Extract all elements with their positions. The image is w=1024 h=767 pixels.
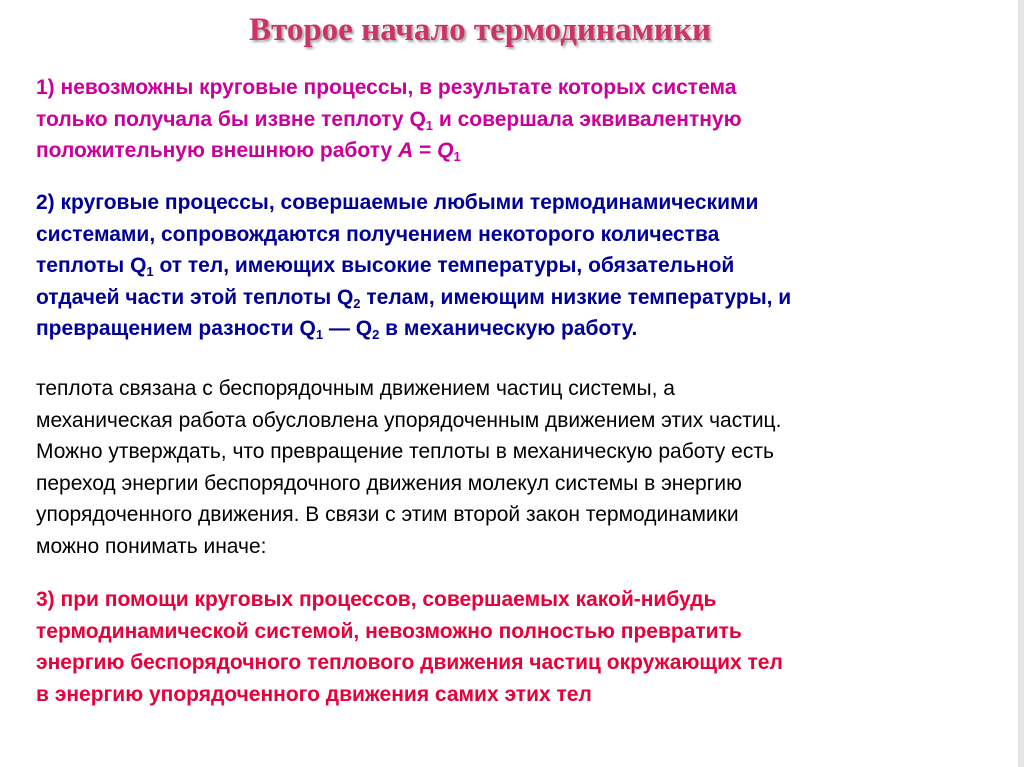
statement-2-line-2: системами, сопровождаются получением некоторого количества [36, 222, 720, 246]
explanation-paragraph [36, 373, 996, 562]
subscript: 1 [315, 327, 324, 342]
text-fragment: телам, имеющим низкие температуры, и [360, 285, 792, 309]
text-fragment: положительную внешнюю работу [36, 139, 399, 162]
statement-3-line-1: 3) при помощи круговых процессов, совершаемых какой-нибудь [36, 588, 717, 611]
subscript: 2 [372, 327, 380, 342]
text-fragment: только получала бы извне теплоту Q [36, 107, 426, 131]
subscript: 2 [353, 295, 361, 311]
explanation-line-2: механическая работа обусловлена упорядоченным движением этих частиц. [36, 408, 782, 432]
slide-title: Второе начало термодинамики [249, 12, 711, 48]
text-fragment: и совершала эквивалентную [433, 107, 742, 131]
heat-symbol: Q [437, 139, 454, 162]
statement-1 [36, 72, 996, 167]
statement-3-line-2: термодинамической системой, невозможно полностью превратить [36, 619, 742, 643]
explanation-line-5: упорядоченного движения. В связи с этим второй закон термодинамики [36, 503, 739, 526]
text-fragment: — Q [323, 317, 373, 340]
statement-2-line-1: 2) круговые процессы, совершаемые любыми термодинамическими [36, 191, 759, 214]
statement-2-line-3 [36, 250, 996, 282]
subscript: 1 [425, 117, 434, 133]
subscript: 1 [146, 264, 154, 279]
text-fragment: в механическую работу. [379, 317, 638, 340]
statement-1-line-1: 1) невозможны круговые процессы, в результате которых система [36, 76, 737, 99]
text-fragment: теплоты Q [36, 254, 147, 277]
explanation-line-6: можно понимать иначе: [36, 534, 267, 558]
text-fragment: от тел, имеющих высокие температуры, обязательной [153, 254, 735, 277]
statement-2-line-5 [36, 313, 996, 345]
statement-1-line-3 [36, 135, 996, 167]
text-fragment: отдачей части этой теплоты Q [36, 285, 354, 309]
explanation-line-4: переход энергии беспорядочного движения молекул системы в энергию [36, 471, 742, 495]
statement-3-line-3: энергию беспорядочного теплового движения частиц окружающих тел [36, 651, 783, 674]
slide-edge-bar [1018, 0, 1024, 767]
explanation-line-1: теплота связана с беспорядочным движением частиц системы, а [36, 377, 675, 400]
statement-3 [36, 584, 996, 710]
statement-3-line-4: в энергию упорядоченного движения самих этих тел [36, 682, 592, 706]
text-fragment: превращением разности Q [36, 317, 316, 340]
explanation-line-3: Можно утверждать, что превращение теплоты в механическую работу есть [36, 440, 774, 463]
statement-2-line-4 [36, 282, 996, 314]
statement-2 [36, 187, 996, 345]
work-symbol: А [398, 139, 414, 162]
subscript: 1 [453, 149, 461, 164]
statement-1-line-2 [36, 104, 996, 136]
equals-sign: = [413, 139, 438, 162]
